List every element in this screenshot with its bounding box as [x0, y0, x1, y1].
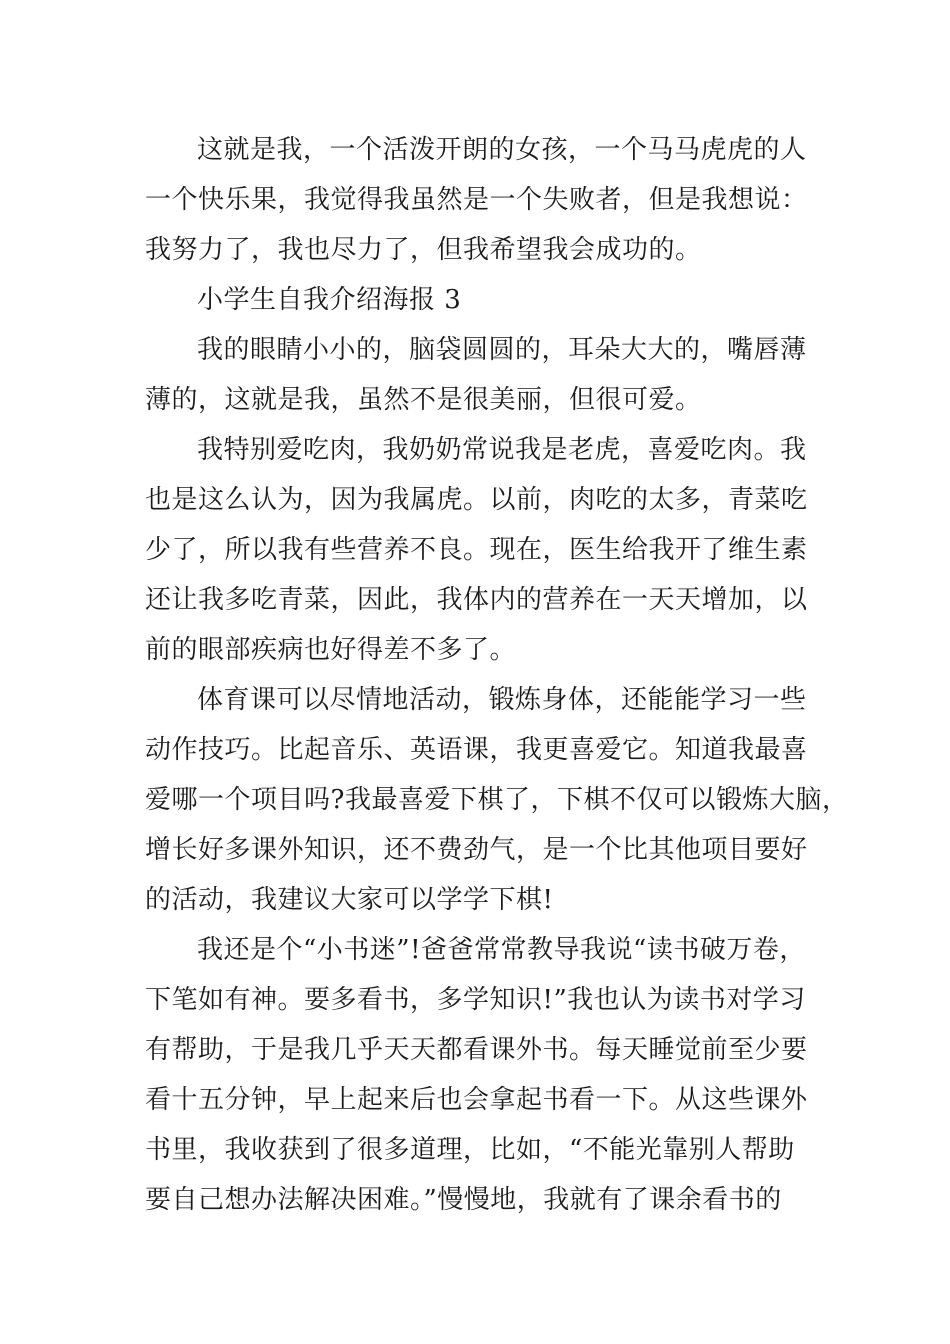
text-line: 我的眼睛小小的，脑袋圆圆的，耳朵大大的，嘴唇薄 — [197, 335, 807, 365]
text-line: 有帮助，于是我几乎天天都看课外书。每天睡觉前至少要 — [145, 1035, 808, 1065]
text-line: 一个快乐果，我觉得我虽然是一个失败者，但是我想说： — [145, 185, 808, 215]
text-line: 前的眼部疾病也好得差不多了。 — [145, 635, 517, 665]
text-line: 爱哪一个项目吗?我最喜爱下棋了，下棋不仅可以锻炼大脑， — [145, 785, 849, 815]
text-line: 我努力了，我也尽力了，但我希望我会成功的。 — [145, 235, 702, 265]
text-line: 薄的，这就是我，虽然不是很美丽，但很可爱。 — [145, 385, 702, 415]
text-line: 的活动，我建议大家可以学学下棋! — [145, 885, 554, 915]
text-line: 书里，我收获到了很多道理，比如，“不能光靠别人帮助 — [145, 1135, 795, 1165]
text-line: 还让我多吃青菜，因此，我体内的营养在一天天增加，以 — [145, 585, 808, 615]
text-line: 少了，所以我有些营养不良。现在，医生给我开了维生素 — [145, 535, 808, 565]
section-heading: 小学生自我介绍海报 3 — [197, 285, 462, 315]
text-line: 下笔如有神。要多看书，多学知识!”我也认为读书对学习 — [145, 985, 806, 1015]
text-line: 看十五分钟，早上起来后也会拿起书看一下。从这些课外 — [145, 1085, 808, 1115]
text-line: 增长好多课外知识，还不费劲气，是一个比其他项目要好 — [145, 835, 808, 865]
text-line: 我特别爱吃肉，我奶奶常说我是老虎，喜爱吃肉。我 — [197, 435, 807, 465]
text-line: 体育课可以尽情地活动，锻炼身体，还能能学习一些 — [197, 685, 807, 715]
text-line: 也是这么认为，因为我属虎。以前，肉吃的太多，青菜吃 — [145, 485, 808, 515]
text-line: 动作技巧。比起音乐、英语课，我更喜爱它。知道我最喜 — [145, 735, 808, 765]
text-line: 这就是我，一个活泼开朗的女孩，一个马马虎虎的人 — [197, 135, 807, 165]
text-line: 我还是个“小书迷”!爸爸常常教导我说“读书破万卷， — [197, 935, 806, 965]
text-line: 要自己想办法解决困难。”慢慢地，我就有了课余看书的 — [145, 1185, 782, 1215]
